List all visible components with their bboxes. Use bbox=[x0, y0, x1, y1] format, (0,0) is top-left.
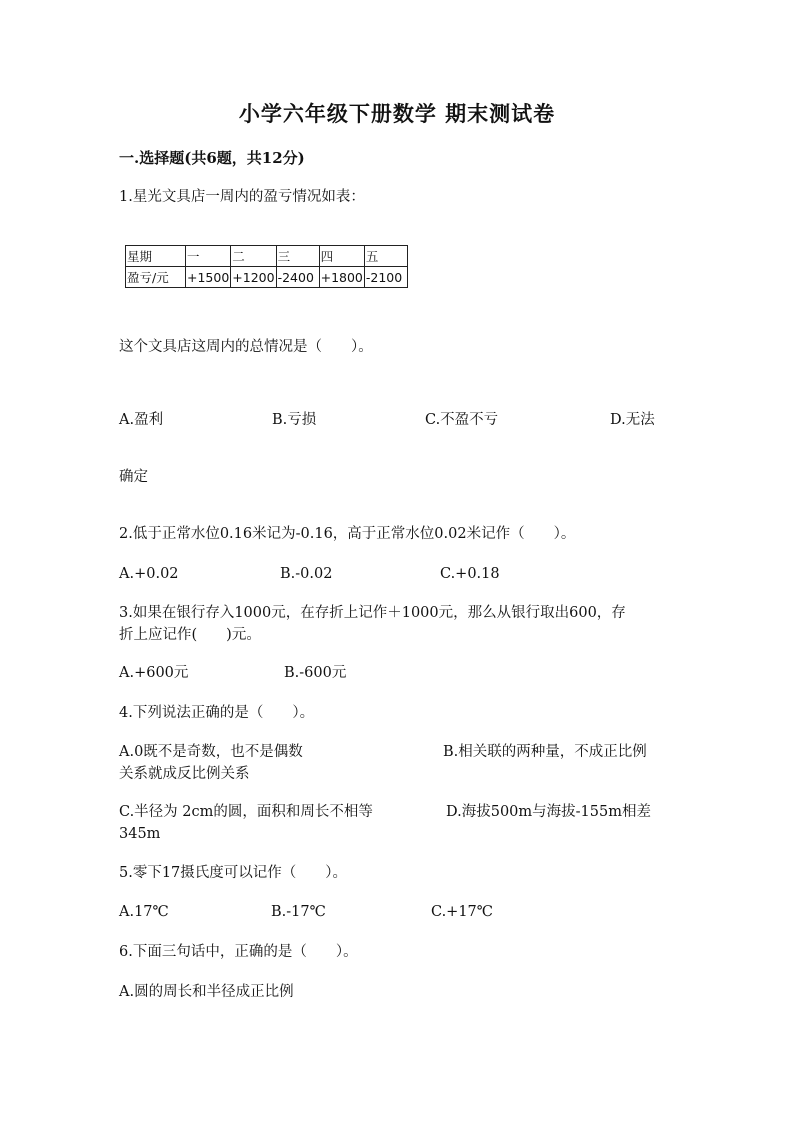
table-cell: 二 bbox=[231, 246, 276, 267]
q4-option-d-wrap: 345m bbox=[119, 826, 161, 842]
q5-option-b: B.-17℃ bbox=[271, 904, 326, 920]
q4-option-a: A.0既不是奇数，也不是偶数 bbox=[119, 744, 303, 760]
table-cell: 星期 bbox=[126, 246, 186, 267]
profit-loss-table bbox=[125, 245, 408, 288]
q6-option-a: A.圆的周长和半径成正比例 bbox=[119, 984, 294, 1000]
q2-option-c: C.+0.18 bbox=[440, 566, 500, 582]
q4-stem: 4.下列说法正确的是（ ）。 bbox=[119, 705, 315, 721]
q5-stem: 5.零下17摄氏度可以记作（ ）。 bbox=[119, 865, 348, 881]
table-cell: 五 bbox=[364, 246, 407, 267]
table-cell: -2100 bbox=[364, 267, 407, 288]
table-cell: +1800 bbox=[319, 267, 364, 288]
page-title: 小学六年级下册数学 期末测试卷 bbox=[238, 101, 556, 126]
q1-option-d: D.无法 bbox=[610, 412, 655, 428]
table-cell: 盈亏/元 bbox=[126, 267, 186, 288]
table-cell: -2400 bbox=[276, 267, 319, 288]
q1-option-c: C.不盈不亏 bbox=[425, 412, 499, 428]
q2-option-b: B.-0.02 bbox=[280, 566, 333, 582]
table-cell: +1500 bbox=[186, 267, 231, 288]
table-row bbox=[126, 246, 408, 267]
q6-stem: 6.下面三句话中，正确的是（ ）。 bbox=[119, 944, 358, 960]
table-cell: 三 bbox=[276, 246, 319, 267]
table-cell: +1200 bbox=[231, 267, 276, 288]
q1-question: 这个文具店这周内的总情况是（ ）。 bbox=[119, 339, 373, 355]
q3-option-a: A.+600元 bbox=[119, 665, 189, 681]
q1-option-d-wrap: 确定 bbox=[119, 469, 148, 485]
section-heading: 一.选择题(共6题，共12分) bbox=[119, 149, 305, 167]
table-row bbox=[126, 267, 408, 288]
q2-stem: 2.低于正常水位0.16米记为-0.16，高于正常水位0.02米记作（ ）。 bbox=[119, 526, 576, 542]
q5-option-c: C.+17℃ bbox=[431, 904, 494, 920]
q1-option-b: B.亏损 bbox=[272, 412, 317, 428]
table-cell: 一 bbox=[186, 246, 231, 267]
q4-option-d: D.海拔500m与海拔-155m相差 bbox=[446, 804, 651, 820]
q5-option-a: A.17℃ bbox=[119, 904, 169, 920]
q1-stem: 1.星光文具店一周内的盈亏情况如表： bbox=[119, 189, 365, 205]
table-cell: 四 bbox=[319, 246, 364, 267]
q3-option-b: B.-600元 bbox=[284, 665, 347, 681]
q4-option-b: B.相关联的两种量，不成正比例 bbox=[443, 744, 647, 760]
q3-stem-line2: 折上应记作( )元。 bbox=[119, 627, 261, 643]
q2-option-a: A.+0.02 bbox=[119, 566, 179, 582]
q1-option-a: A.盈利 bbox=[119, 412, 164, 428]
q3-stem-line1: 3.如果在银行存入1000元，在存折上记作＋1000元，那么从银行取出600，存 bbox=[119, 605, 626, 621]
q4-option-c: C.半径为 2cm的圆，面积和周长不相等 bbox=[119, 804, 373, 820]
q4-option-b-wrap: 关系就成反比例关系 bbox=[119, 766, 250, 782]
